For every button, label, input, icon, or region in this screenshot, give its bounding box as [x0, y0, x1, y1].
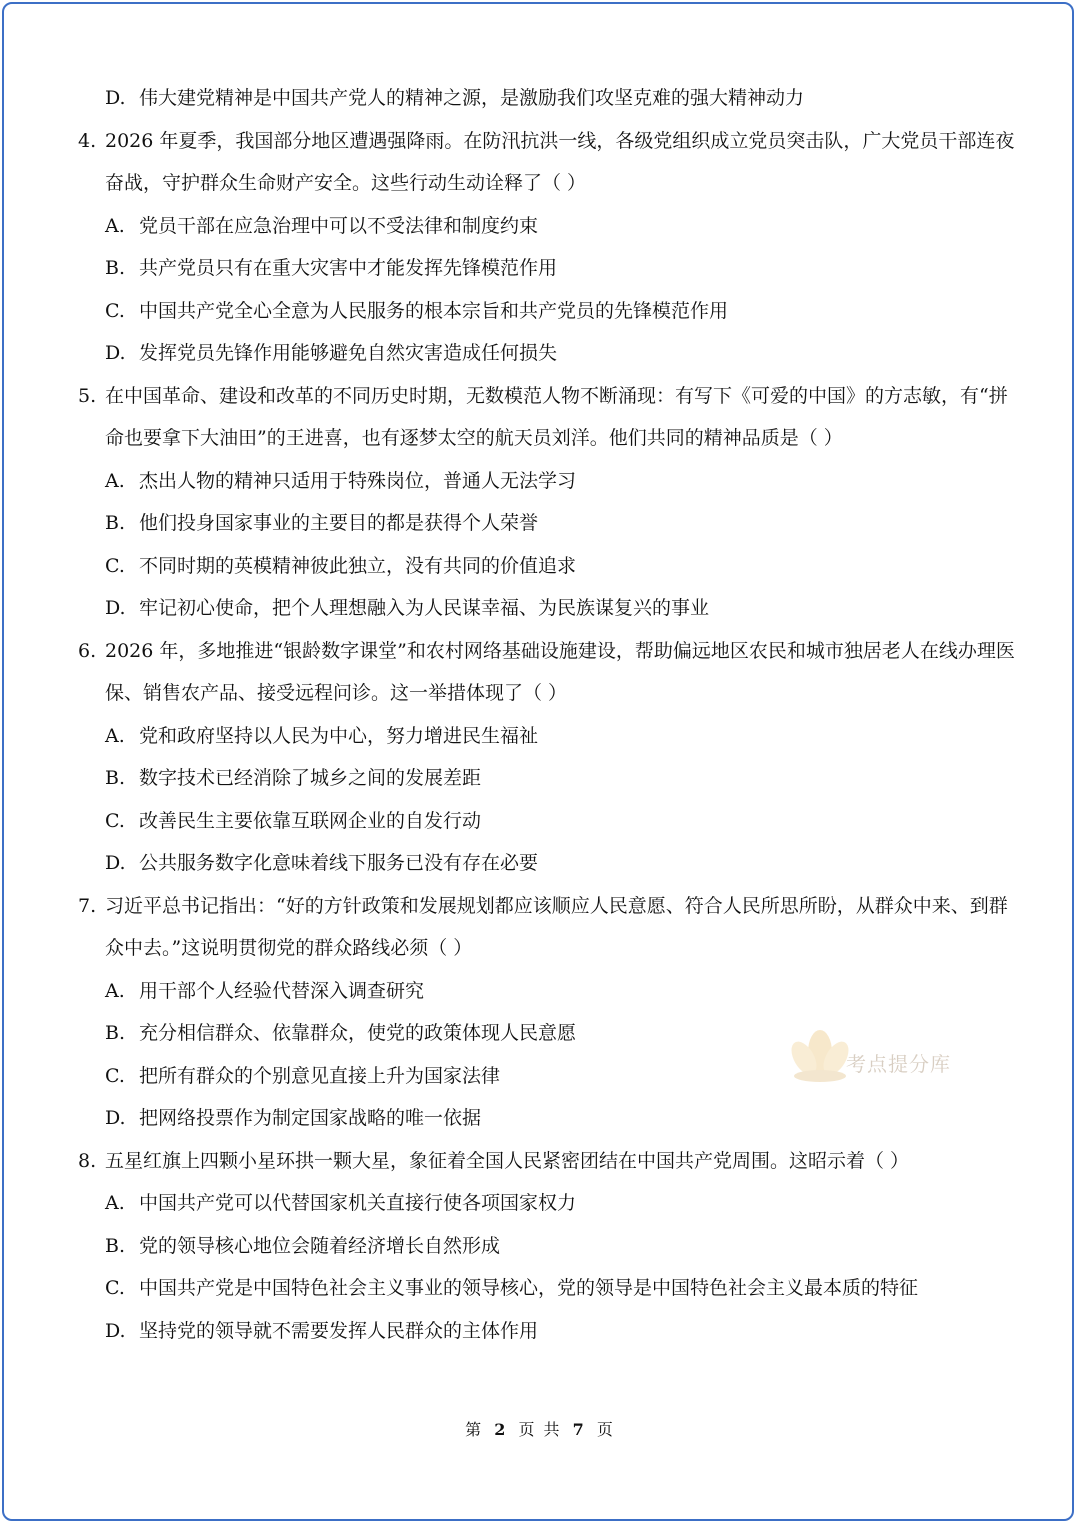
option-label: B. — [105, 257, 126, 279]
option-label: A. — [105, 980, 125, 1002]
option-label: C. — [105, 1065, 125, 1087]
option-label: B. — [105, 1235, 126, 1257]
question-stem: 五星红旗上四颗小星环拱一颗大星，象征着全国人民紧密团结在中国共产党周围。这昭示着（ ） — [105, 1150, 910, 1172]
option-d — [105, 1319, 538, 1343]
option-text: 中国共产党可以代替国家机关直接行使各项国家权力 — [139, 1192, 577, 1214]
option-label: C. — [105, 555, 125, 577]
question-stem: 习近平总书记指出：“好的方针政策和发展规划都应该顺应人民意愿、符合人民所思所盼，从群众中来、到群 — [105, 895, 1008, 917]
option-d — [105, 86, 804, 110]
option-b — [105, 766, 481, 790]
option-label: D. — [105, 597, 126, 619]
option-label: C. — [105, 810, 125, 832]
option-text: 坚持党的领导就不需要发挥人民群众的主体作用 — [139, 1320, 539, 1342]
option-label: C. — [105, 300, 125, 322]
option-text: 公共服务数字化意味着线下服务已没有存在必要 — [139, 852, 539, 874]
option-text: 把网络投票作为制定国家战略的唯一依据 — [139, 1107, 482, 1129]
option-text: 改善民生主要依靠互联网企业的自发行动 — [139, 810, 482, 832]
option-text: 发挥党员先锋作用能够避免自然灾害造成任何损失 — [139, 342, 558, 364]
question-stem-continued: 命也要拿下大油田”的王进喜，也有逐梦太空的航天员刘洋。他们共同的精神品质是（ ） — [105, 427, 843, 449]
option-label: D. — [105, 1320, 126, 1342]
option-b — [105, 1021, 576, 1045]
question-stem: 2026 年，多地推进“银龄数字课堂”和农村网络基础设施建设，帮助偏远地区农民和城市独居老人在线办理医 — [105, 640, 1015, 662]
option-label: B. — [105, 1022, 126, 1044]
option-b — [105, 256, 557, 280]
option-c — [105, 1276, 918, 1300]
option-a — [105, 1191, 576, 1215]
option-b — [105, 511, 538, 535]
question-stem-continued: 奋战，守护群众生命财产安全。这些行动生动诠释了（ ） — [105, 172, 587, 194]
option-text: 党的领导核心地位会随着经济增长自然形成 — [139, 1235, 501, 1257]
question-stem-continued: 众中去。”这说明贯彻党的群众路线必须（ ） — [105, 937, 473, 959]
option-text: 党员干部在应急治理中可以不受法律和制度约束 — [139, 215, 539, 237]
option-label: B. — [105, 512, 126, 534]
option-label: D. — [105, 342, 126, 364]
option-label: C. — [105, 1277, 125, 1299]
watermark — [780, 1018, 990, 1098]
option-d — [105, 851, 538, 875]
option-d — [105, 596, 709, 620]
option-text: 中国共产党全心全意为人民服务的根本宗旨和共产党员的先锋模范作用 — [139, 300, 729, 322]
footer-suffix: 页 — [596, 1420, 615, 1439]
option-label: A. — [105, 1192, 125, 1214]
footer-prefix: 第 — [465, 1420, 484, 1439]
option-label: D. — [105, 1107, 126, 1129]
watermark-text: 考点提分库 — [846, 1052, 951, 1076]
option-c — [105, 809, 481, 833]
option-label: B. — [105, 767, 126, 789]
current-page-number: 2 — [494, 1420, 508, 1439]
option-text: 牢记初心使命，把个人理想融入为人民谋幸福、为民族谋复兴的事业 — [139, 597, 710, 619]
option-label: D. — [105, 87, 126, 109]
option-label: A. — [105, 470, 125, 492]
option-a — [105, 214, 538, 238]
total-page-count: 7 — [572, 1420, 586, 1439]
question-stem-continued: 保、销售农产品、接受远程问诊。这一举措体现了（ ） — [105, 682, 568, 704]
option-b — [105, 1234, 500, 1258]
question-number: 7. — [78, 895, 97, 917]
option-a — [105, 979, 424, 1003]
option-text: 共产党员只有在重大灾害中才能发挥先锋模范作用 — [139, 257, 558, 279]
option-d — [105, 341, 557, 365]
option-text: 他们投身国家事业的主要目的都是获得个人荣誉 — [139, 512, 539, 534]
question-number: 5. — [78, 385, 97, 407]
option-a — [105, 724, 538, 748]
question-stem: 2026 年夏季，我国部分地区遭遇强降雨。在防汛抗洪一线，各级党组织成立党员突击队，广大党员干部连夜 — [105, 130, 1015, 152]
footer-middle: 页 共 — [518, 1420, 562, 1439]
option-text: 伟大建党精神是中国共产党人的精神之源，是激励我们攻坚克难的强大精神动力 — [139, 87, 805, 109]
question-stem: 在中国革命、建设和改革的不同历史时期，无数模范人物不断涌现：有写下《可爱的中国》的方志敏，有“拼 — [105, 385, 1008, 407]
option-text: 数字技术已经消除了城乡之间的发展差距 — [139, 767, 482, 789]
option-text: 党和政府坚持以人民为中心，努力增进民生福祉 — [139, 725, 539, 747]
option-label: A. — [105, 215, 125, 237]
option-label: A. — [105, 725, 125, 747]
option-d — [105, 1106, 481, 1130]
option-label: D. — [105, 852, 126, 874]
option-text: 杰出人物的精神只适用于特殊岗位，普通人无法学习 — [139, 470, 577, 492]
question-number: 8. — [78, 1150, 97, 1172]
option-a — [105, 469, 576, 493]
option-c — [105, 554, 576, 578]
option-text: 充分相信群众、依靠群众，使党的政策体现人民意愿 — [139, 1022, 577, 1044]
option-text: 中国共产党是中国特色社会主义事业的领导核心，党的领导是中国特色社会主义最本质的特征 — [139, 1277, 919, 1299]
option-text: 把所有群众的个别意见直接上升为国家法律 — [139, 1065, 501, 1087]
option-text: 不同时期的英模精神彼此独立，没有共同的价值追求 — [139, 555, 577, 577]
option-c — [105, 299, 728, 323]
option-text: 用干部个人经验代替深入调查研究 — [139, 980, 425, 1002]
page-footer — [0, 1419, 1080, 1441]
question-number: 6. — [78, 640, 97, 662]
question-number: 4. — [78, 130, 97, 152]
option-c — [105, 1064, 500, 1088]
